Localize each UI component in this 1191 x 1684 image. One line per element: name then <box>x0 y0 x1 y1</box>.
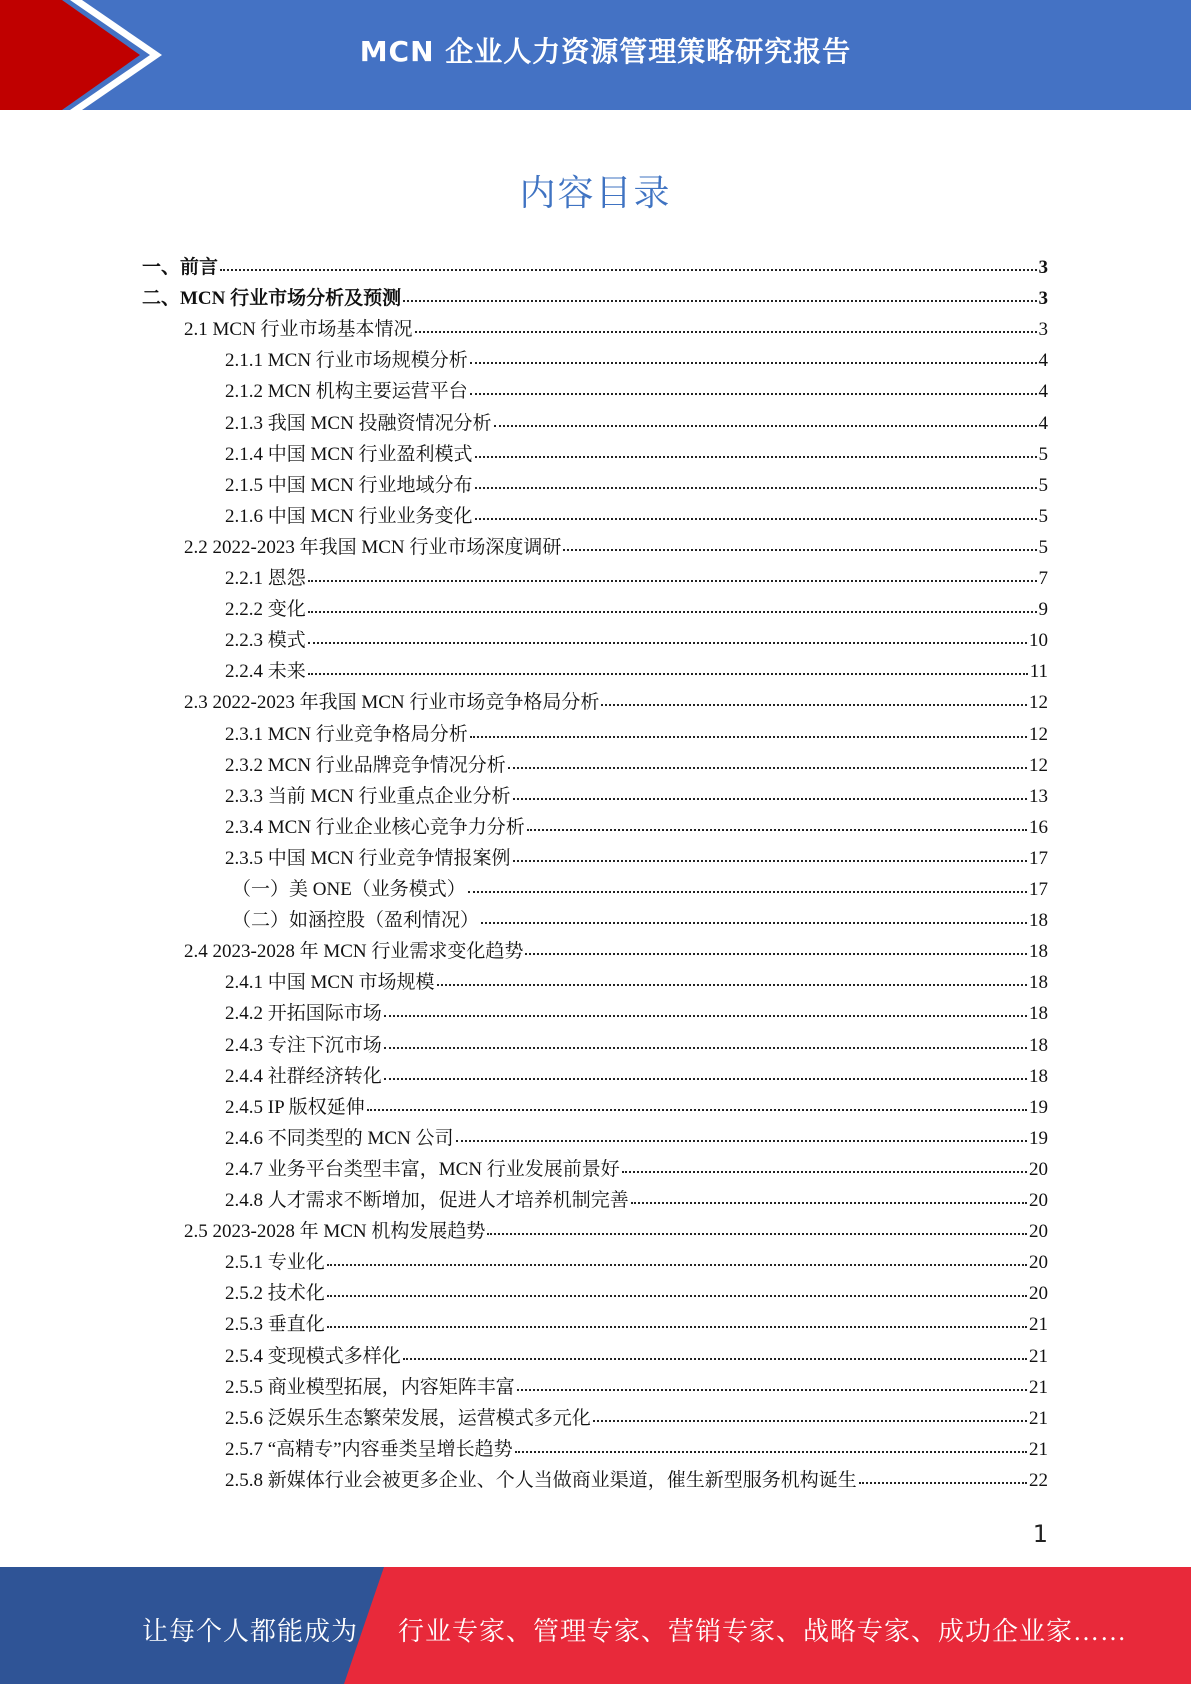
toc-entry-label: 2.2 2022-2023 年我国 MCN 行业市场深度调研 <box>184 536 562 558</box>
toc-entry-label: 2.4.6 不同类型的 MCN 公司 <box>225 1127 454 1149</box>
toc-entry-label: 2.4.4 社群经济转化 <box>225 1065 382 1087</box>
toc-entry-label: 2.3.1 MCN 行业竞争格局分析 <box>225 723 468 745</box>
toc-entry-label: 2.4.3 专注下沉市场 <box>225 1034 382 1056</box>
toc-dot-leader <box>403 284 1036 304</box>
toc-entry[interactable] <box>225 1310 1048 1341</box>
toc-entry[interactable] <box>225 595 1048 626</box>
toc-entry-page-number: 21 <box>1029 1314 1048 1336</box>
toc-entry[interactable] <box>225 1435 1048 1466</box>
toc-heading: 内容目录 <box>519 173 672 214</box>
toc-entry-label: 2.1.1 MCN 行业市场规模分析 <box>225 350 468 372</box>
toc-dot-leader <box>308 657 1028 677</box>
toc-dot-leader <box>622 1155 1027 1175</box>
page-number: 1 <box>1032 1520 1048 1548</box>
toc-dot-leader <box>384 1062 1027 1082</box>
toc-entry-page-number: 20 <box>1029 1158 1048 1180</box>
toc-entry-label: 2.3.5 中国 MCN 行业竞争情报案例 <box>225 847 511 869</box>
toc-dot-leader <box>508 751 1027 771</box>
toc-entry-label: 2.5.3 垂直化 <box>225 1314 325 1336</box>
page-footer <box>0 1567 1191 1684</box>
toc-entry[interactable] <box>225 1186 1048 1217</box>
toc-entry[interactable] <box>225 720 1048 751</box>
toc-entry[interactable] <box>225 1248 1048 1279</box>
toc-entry-page-number: 18 <box>1029 941 1048 963</box>
toc-entry-label: （一）美 ONE（业务模式） <box>232 879 466 900</box>
toc-dot-leader <box>631 1186 1027 1206</box>
toc-entry-label: 2.1.2 MCN 机构主要运营平台 <box>225 381 468 403</box>
toc-entry[interactable] <box>225 1031 1048 1062</box>
toc-dot-leader <box>475 440 1037 460</box>
toc-entry[interactable] <box>232 906 1048 937</box>
toc-entry[interactable] <box>225 1093 1048 1124</box>
toc-dot-leader <box>513 782 1027 802</box>
toc-entry-page-number: 4 <box>1038 381 1048 403</box>
toc-dot-leader <box>327 1248 1027 1268</box>
toc-dot-leader <box>415 315 1037 335</box>
toc-entry-page-number: 4 <box>1038 350 1048 372</box>
toc-entry-label: 二、MCN 行业市场分析及预测 <box>142 288 402 310</box>
toc-entry-page-number: 20 <box>1029 1190 1048 1211</box>
toc-entry-page-number: 21 <box>1029 1345 1048 1367</box>
toc-entry-label: 2.2.2 变化 <box>225 599 306 621</box>
toc-entry[interactable] <box>225 471 1048 502</box>
report-title: MCN 企业人力资源管理策略研究报告 <box>359 35 852 68</box>
toc-entry-label: 2.3.2 MCN 行业品牌竞争情况分析 <box>225 754 506 776</box>
toc-entry-label: 2.2.1 恩怨 <box>225 568 306 589</box>
toc-entry-page-number: 17 <box>1029 847 1048 869</box>
toc-entry-label: 2.1.5 中国 MCN 行业地域分布 <box>225 474 473 496</box>
toc-dot-leader <box>527 813 1027 833</box>
toc-entry-page-number: 3 <box>1038 257 1048 278</box>
toc-dot-leader <box>859 1466 1027 1486</box>
toc-entry-page-number: 21 <box>1029 1407 1048 1429</box>
toc-entry-page-number: 4 <box>1038 412 1048 434</box>
toc-dot-leader <box>494 409 1037 429</box>
toc-entry-page-number: 22 <box>1029 1469 1048 1491</box>
toc-entry-page-number: 20 <box>1029 1221 1048 1243</box>
toc-entry-label: 2.1.3 我国 MCN 投融资情况分析 <box>225 412 492 434</box>
toc-entry-label: 2.4.8 人才需求不断增加，促进人才培养机制完善 <box>225 1190 629 1211</box>
toc-dot-leader <box>470 720 1027 740</box>
toc-entry-page-number: 5 <box>1038 536 1048 558</box>
toc-entry[interactable] <box>184 1217 1048 1248</box>
toc-entry-page-number: 11 <box>1029 661 1048 683</box>
toc-entry-page-number: 5 <box>1038 443 1048 465</box>
toc-entry-page-number: 7 <box>1038 568 1048 589</box>
toc-entry-label: 2.2.3 模式 <box>225 630 306 652</box>
toc-entry-page-number: 20 <box>1029 1283 1048 1305</box>
toc-entry-page-number: 20 <box>1029 1252 1048 1274</box>
toc-entry-page-number: 19 <box>1029 1127 1048 1149</box>
toc-entry[interactable] <box>225 1342 1048 1373</box>
toc-entry-label: 2.3.4 MCN 行业企业核心竞争力分析 <box>225 816 525 838</box>
toc-entry-label: 2.5.5 商业模型拓展，内容矩阵丰富 <box>225 1376 515 1398</box>
toc-entry-label: 2.5.2 技术化 <box>225 1283 325 1305</box>
toc-entry[interactable] <box>225 1062 1048 1093</box>
toc-entry[interactable] <box>225 409 1048 440</box>
toc-entry[interactable] <box>225 626 1048 657</box>
toc-entry-label: 2.1.4 中国 MCN 行业盈利模式 <box>225 443 473 465</box>
toc-entry-label: 2.5.6 泛娱乐生态繁荣发展，运营模式多元化 <box>225 1407 591 1429</box>
toc-entry-page-number: 21 <box>1029 1376 1048 1398</box>
toc-dot-leader <box>308 595 1037 615</box>
toc-entry[interactable] <box>225 377 1048 408</box>
toc-dot-leader <box>403 1342 1027 1362</box>
toc-entry-label: 2.5.8 新媒体行业会被更多企业、个人当做商业渠道，催生新型服务机构诞生 <box>225 1469 857 1491</box>
toc-entry[interactable] <box>225 564 1048 595</box>
toc-entry[interactable] <box>184 533 1048 564</box>
toc-entry-page-number: 16 <box>1029 816 1048 838</box>
toc-entry[interactable] <box>225 999 1048 1030</box>
toc-dot-leader <box>367 1093 1027 1113</box>
toc-dot-leader <box>475 502 1037 522</box>
toc-entry[interactable] <box>225 1466 1048 1497</box>
toc-entry-page-number: 17 <box>1029 879 1048 900</box>
toc-dot-leader <box>470 346 1037 366</box>
toc-dot-leader <box>475 471 1037 491</box>
toc-entry-label: 2.4.7 业务平台类型丰富，MCN 行业发展前景好 <box>225 1158 620 1180</box>
toc-entry[interactable] <box>225 1155 1048 1186</box>
toc-entry-page-number: 3 <box>1038 288 1048 310</box>
toc-entry-page-number: 18 <box>1029 972 1048 994</box>
toc-entry-page-number: 18 <box>1029 1003 1048 1025</box>
toc-entry[interactable] <box>184 688 1048 719</box>
toc-entry[interactable] <box>225 346 1048 377</box>
toc-dot-leader <box>384 1031 1027 1051</box>
page-header <box>0 0 1191 110</box>
toc-entry-label: 2.4 2023-2028 年 MCN 行业需求变化趋势 <box>184 941 524 963</box>
toc-dot-leader <box>468 875 1027 895</box>
toc-entry[interactable] <box>225 813 1048 844</box>
toc-entry-page-number: 10 <box>1029 630 1048 652</box>
toc-entry[interactable] <box>225 502 1048 533</box>
toc-dot-leader <box>563 533 1036 553</box>
toc-dot-leader <box>487 1217 1027 1237</box>
toc-entry-page-number: 18 <box>1029 1065 1048 1087</box>
toc-entry-page-number: 5 <box>1038 505 1048 527</box>
footer-slogan-right: 行业专家、管理专家、营销专家、战略专家、成功企业家…… <box>398 1617 1128 1646</box>
toc-dot-leader <box>308 564 1037 584</box>
toc-entry-label: 2.5.1 专业化 <box>225 1252 325 1274</box>
toc-entry-label: 2.4.5 IP 版权延伸 <box>225 1096 365 1118</box>
toc-entry-page-number: 5 <box>1038 474 1048 496</box>
toc-dot-leader <box>525 937 1027 957</box>
toc-entry[interactable] <box>225 751 1048 782</box>
toc-dot-leader <box>515 1435 1027 1455</box>
toc-entry-label: 2.4.2 开拓国际市场 <box>225 1003 382 1025</box>
toc-dot-leader <box>384 999 1027 1019</box>
toc-entry-page-number: 12 <box>1029 754 1048 776</box>
toc-entry[interactable] <box>142 284 1048 315</box>
toc-entry-label: 2.1.6 中国 MCN 行业业务变化 <box>225 505 473 527</box>
toc-entry-page-number: 18 <box>1029 1034 1048 1056</box>
toc-entry-label: 2.5.4 变现模式多样化 <box>225 1345 401 1367</box>
toc-entry[interactable] <box>225 1124 1048 1155</box>
toc-dot-leader <box>481 906 1027 926</box>
toc-entry-label: 2.4.1 中国 MCN 市场规模 <box>225 972 435 994</box>
toc-entry-label: 2.3.3 当前 MCN 行业重点企业分析 <box>225 785 511 807</box>
toc-entry[interactable] <box>225 657 1048 688</box>
toc-entry-page-number: 13 <box>1029 785 1048 807</box>
toc-entry-label: 2.5 2023-2028 年 MCN 机构发展趋势 <box>184 1221 486 1243</box>
toc-dot-leader <box>470 377 1037 397</box>
toc-entry-label: 一、前言 <box>142 257 219 278</box>
toc-entry[interactable] <box>232 875 1048 906</box>
toc-dot-leader <box>593 1404 1027 1424</box>
toc-entry-page-number: 12 <box>1029 692 1048 714</box>
toc-entry[interactable] <box>225 844 1048 875</box>
toc-dot-leader <box>327 1310 1027 1330</box>
toc-entry-label: （二）如涵控股（盈利情况） <box>232 910 480 932</box>
toc-entry-label: 2.2.4 未来 <box>225 661 306 683</box>
toc-entry[interactable] <box>142 253 1048 284</box>
toc-entry-page-number: 18 <box>1029 910 1048 932</box>
toc-dot-leader <box>220 253 1036 273</box>
toc-entry-page-number: 21 <box>1029 1438 1048 1460</box>
toc-entry[interactable] <box>225 782 1048 813</box>
toc-dot-leader <box>437 968 1027 988</box>
toc-dot-leader <box>456 1124 1027 1144</box>
toc-entry-page-number: 19 <box>1029 1096 1048 1118</box>
toc-dot-leader <box>308 626 1027 646</box>
toc-entry[interactable] <box>225 968 1048 999</box>
toc-entry-label: 2.3 2022-2023 年我国 MCN 行业市场竞争格局分析 <box>184 692 600 714</box>
toc-dot-leader <box>601 688 1027 708</box>
toc-entry-page-number: 9 <box>1038 599 1048 621</box>
toc-entry[interactable] <box>184 937 1048 968</box>
toc-dot-leader <box>327 1279 1027 1299</box>
toc-entry[interactable] <box>225 1373 1048 1404</box>
toc-dot-leader <box>517 1373 1027 1393</box>
toc-entry[interactable] <box>184 315 1048 346</box>
toc-dot-leader <box>513 844 1027 864</box>
toc-entry[interactable] <box>225 1404 1048 1435</box>
toc-entry[interactable] <box>225 440 1048 471</box>
toc-entry-label: 2.5.7 “高精专”内容垂类呈增长趋势 <box>225 1438 513 1460</box>
toc-entry-page-number: 12 <box>1029 723 1048 745</box>
toc-entry[interactable] <box>225 1279 1048 1310</box>
footer-slogan-left: 让每个人都能成为 <box>142 1617 359 1646</box>
toc-entry-page-number: 3 <box>1038 319 1048 341</box>
toc-entry-label: 2.1 MCN 行业市场基本情况 <box>184 319 413 341</box>
